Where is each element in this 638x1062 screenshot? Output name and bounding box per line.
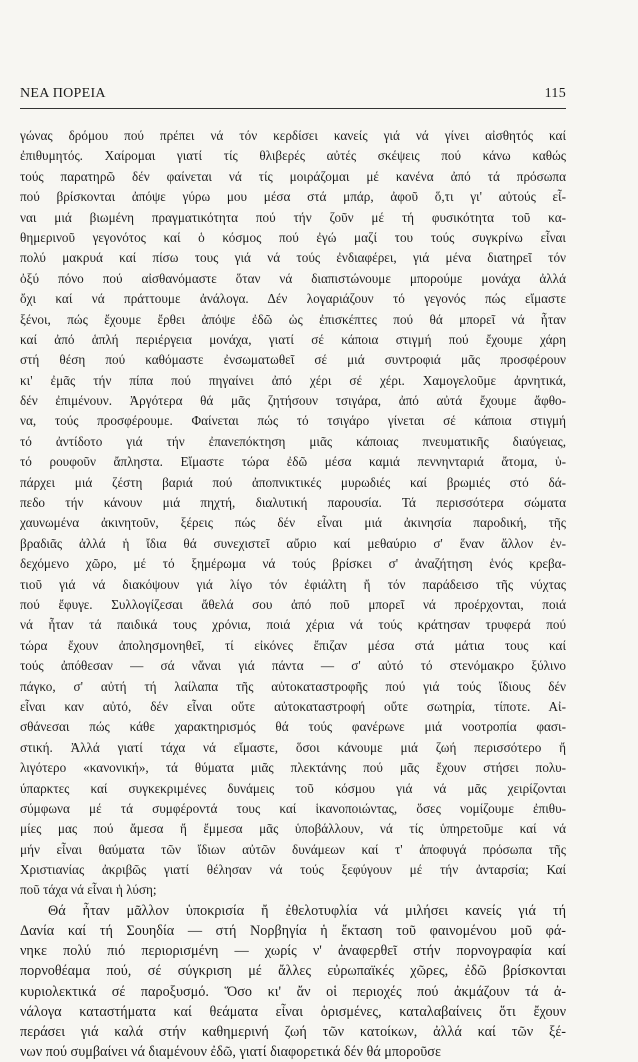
text-line: στή θέση πού καθόμαστε ἐνσωματωθεῖ σέ μιά συντροφιά μᾶς προσφέρουν: [20, 352, 566, 368]
text-line: πάγκο, σ' αὐτή τή λαίλαπα τῆς αὐτοκαταστροφῆς πού γιά τούς ἴδιους δέν: [20, 678, 566, 694]
paragraph: [20, 126, 566, 901]
text-line: ἐπιθυμητός. Χαίρομαι γιατί τίς θλιβερές αὐτές σκέψεις πού κάνω καθώς: [20, 148, 566, 164]
text-line: στική. Ἀλλά γιατί τάχα νά εἴμαστε, ὅσοι κάνουμε μιά ζωή περισσότερο ἤ: [20, 739, 566, 755]
text-line: νων πού συμβαίνει νά διαμένουν ἐδῶ, γιατί διαφορετικά δέν θά μποροῦσε: [20, 1044, 441, 1061]
text-line: ὀξύ πόνο πού αἰσθανόμαστε ὅταν νά διαπιστώνουμε μπορούμε μονάχα ἀλλά: [20, 270, 566, 286]
text-line: σθάνεσαι πώς κάθε χαρακτηρισμός θά τούς φανέρωνε μιά νοοτροπία φασι-: [20, 719, 566, 735]
text-line: κυριολεκτικά σέ παροξυσμό. Ὅσο κι' ἄν οἱ περιοχές πού ἀκμάζουν τά ἀ-: [20, 983, 566, 1000]
text-line: περάσει γιά καλά στήν καθημερινή ζωή τῶν κατοίκων, ἀλλά καί τῶν ξέ-: [20, 1023, 566, 1040]
text-line: τό ἀντίδοτο γιά τήν ἐπανεπόκτηση μιᾶς κάποιας πνευματικῆς διαύγειας,: [20, 433, 566, 449]
text-line: ναι μιά βιωμένη πραγματικότητα πού τήν ζοῦν μέ τή φυσικότητα τοῦ κα-: [20, 209, 566, 225]
text-line: Χριστιανίας ἀκριβῶς γιατί θέλησαν νά τούς ξεφύγουν μέ τήν ἀνταρσία; Καί: [20, 862, 566, 878]
text-line: χαυνωμένα ἀκινητοῦν, ξέρεις πώς δέν εἶναι μιά ἀκινησία παροδική, τῆς: [20, 515, 566, 531]
text-line: τό ρουφοῦν ἄπληστα. Εἴμαστε τώρα ἐδῶ μέσα καμιά πεννηνταριά ἄτομα, ὑ-: [20, 454, 566, 470]
text-line: βραδιᾶς ἀλλά ἡ ἴδια θά συνεχιστεῖ αὔριο καί μεθαύριο σ' ἕναν ἄλλον ἐν-: [20, 535, 566, 551]
text-line: σύμφωνα μέ τά συμφέροντά τους καί ἱκανοποιώντας, ὅσες νομίζουμε ἐπιθυ-: [20, 800, 566, 816]
paragraph: [20, 901, 566, 1062]
text-line: τώρα ἔχουν ἀπολησμονηθεῖ, τί εἰκόνες ἔπιζαν μέσα στά μάτια τους καί: [20, 637, 566, 653]
text-line: πορνοθέαμα πού, σέ σύγκριση μέ ἄλλες εὐρωπαϊκές χῶρες, ἐδῶ βρίσκονται: [20, 963, 566, 980]
text-line: ύπαρκτες καί συγκεκριμένες δυνάμεις τοῦ κόσμου γιά νά μᾶς χειρίζονται: [20, 780, 566, 796]
text-line: τιοῦ γιά νά διακόψουν γιά λίγο τόν ἐφιάλτη ἤ τόν παράδεισο τῆς νύχτας: [20, 576, 566, 592]
text-line: θημερινοῦ γεγονότος καί ὁ κόσμος πού ἐγώ μαζί του τούς συγκρίνω εἶναι: [20, 229, 566, 245]
text-line: εἶναι καν αὐτό, δέν εἶναι οὔτε αὐτοκαταστροφή οὔτε σωτηρία, τίποτε. Αἰ-: [20, 698, 566, 714]
text-line: μίες μας πού ἄμεσα ἤ ἔμμεσα μᾶς ὑποβάλλουν, νά τίς ὑπηρετοῦμε καί νά: [20, 821, 566, 837]
text-line: πεδο τήν κάνουν μιά πηχτή, διαλυτική παρουσία. Τά περισσότερα σώματα: [20, 495, 566, 511]
text-line: ποῦ τάχα νά εἶναι ἡ λύση;: [20, 882, 157, 898]
text-line: νά ἦταν τά παιδικά τους χρόνια, ποιά χέρια νά τούς κράτησαν τρυφερά πού: [20, 617, 566, 633]
running-header: [20, 86, 566, 106]
text-line: τούς παρατηρῶ δέν φαίνεται νά τίς μοιράζομαι μέ κανένα ἀπό τά πρόσωπα: [20, 168, 566, 184]
running-title: ΝΕΑ ΠΟΡΕΙΑ: [20, 86, 106, 101]
text-line: κι' ἐμᾶς τήν πίπα πού πηγαίνει ἀπό χέρι σέ χέρι. Χαμογελοῦμε ἀρνητικά,: [20, 372, 566, 388]
text-line: ξένοι, πώς ἔχουμε ἔρθει ἀπόψε ἐδῶ ὡς ἐπισκέπτες πού θά μπορεῖ νά ἦταν: [20, 311, 566, 327]
text-line: νάλογα καταστήματα καί θεάματα εἶναι ὁρισμένες, καταλαβαίνεις ὅτι ἔχουν: [20, 1003, 566, 1020]
text-line: πάρχει μιά ζέστη βαριά πού ἀποπνικτικές μυρωδιές καί βρωμιές στό δά-: [20, 474, 566, 490]
text-line: καί ἀπό ἁπλή περιέργεια μονάχα, γιατί σέ κάποια στιγμή πού ἔχουμε χάρη: [20, 331, 566, 347]
text-line: πού βρίσκονται ἀπόψε γύρω μου μέσα στά μπάρ, ἀφοῦ ὅ,τι γι' αὐτούς εἶ-: [20, 189, 566, 205]
text-line: Θά ἦταν μᾶλλον ὑποκρισία ἤ ἐθελοτυφλία νά μιλήσει κανείς γιά τή: [48, 902, 566, 919]
text-line: να, τούς προσφέρουμε. Φαίνεται πώς τό τσιγάρο γίνεται σέ κάποια στιγμή: [20, 413, 566, 429]
text-line: δεχόμενο χῶρο, μέ τό ξημέρωμα νά τούς βρίσκει σ' ἀναζήτηση ἑνός κρεβα-: [20, 556, 566, 572]
text-line: γώνας δρόμου πού πρέπει νά τόν κερδίσει κανείς γιά νά γίνει αἰσθητός καί: [20, 128, 566, 143]
text-line: ὄχι καί νά πράττουμε ἀνάλογα. Δέν λογαριάζουν τό γεγονός πώς εἴμαστε: [20, 291, 566, 307]
text-line: πού ἔφυγε. Συλλογίζεσαι ἄθελά σου ἀπό ποῦ μπορεῖ νά προέρχονται, ποιά: [20, 596, 566, 612]
text-line: δέν ἐπιμένουν. Ἀργότερα θά μᾶς ζητήσουν τσιγάρα, ἀπό αὐτά ἔχουμε ἄφθο-: [20, 393, 566, 409]
text-line: πολύ μακρυά καί πίσω τους γιά νά τούς ἐνδιαφέρει, γιά μένα διατηρεῖ τόν: [20, 250, 566, 266]
text-line: μήν εἶναι θαύματα τῶν ἴδιων αὐτῶν δυνάμεων καί τ' ἀποφυγά πρόσωπα τῆς: [20, 841, 566, 857]
text-line: Δανία καί τή Σουηδία — στή Νορβηγία ἡ ἔκταση τοῦ φαινομένου μοῦ φά-: [20, 923, 566, 940]
text-line: λιγότερο «κανονική», τά θύματα μιᾶς πλεκτάνης πού μᾶς ἔχουν στήσει πολυ-: [20, 760, 566, 776]
text-line: νηκε πολύ πιό περιορισμένη — χωρίς ν' ἀναφερθεῖ στήν πορνογραφία καί: [20, 943, 566, 960]
header-rule: [20, 108, 566, 109]
body-text: [20, 126, 566, 1062]
page-number: 115: [544, 86, 566, 101]
text-line: τούς ἀπόθεσαν — σά νἄναι γιά πάντα — σ' αὐτό τό στενόμακρο ξύλινο: [20, 658, 566, 674]
